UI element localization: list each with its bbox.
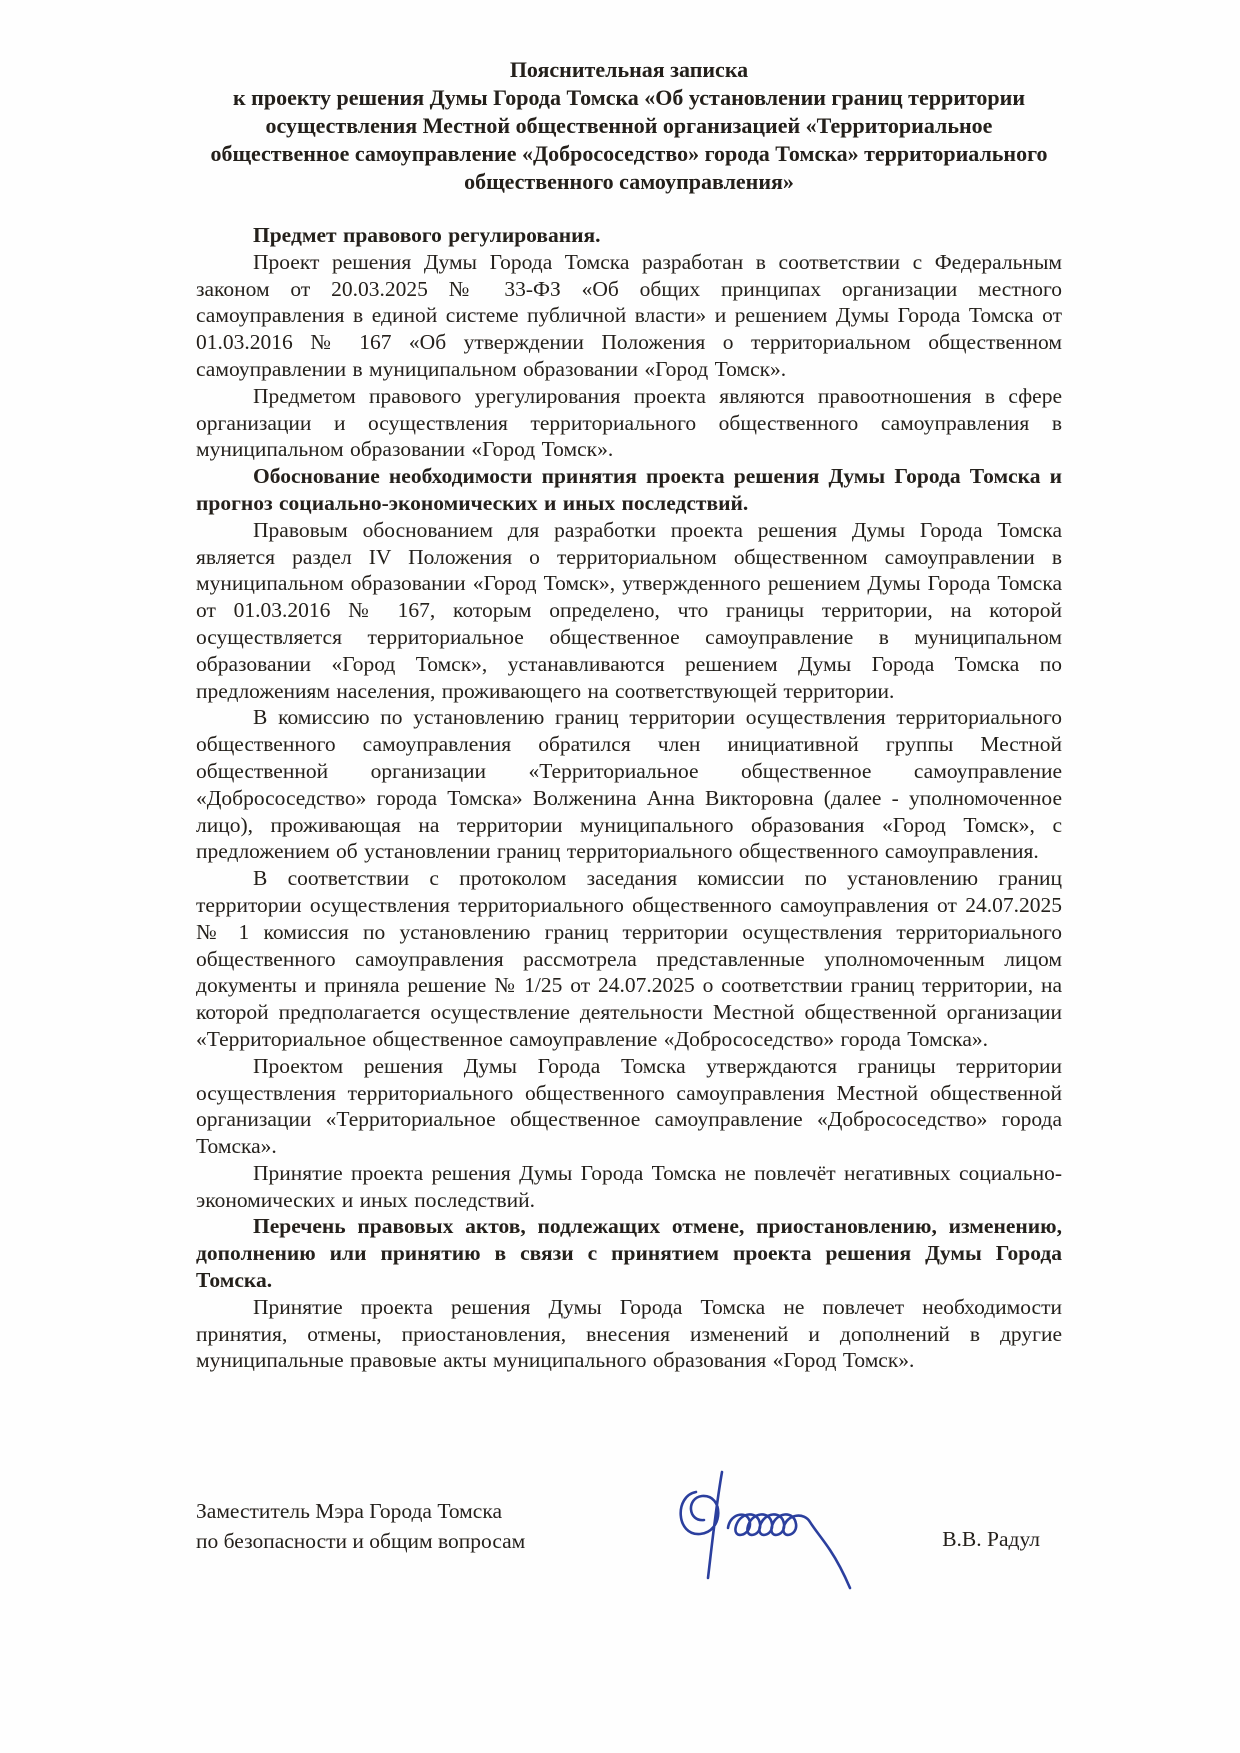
paragraph: Принятие проекта решения Думы Города Томска не повлечет необходимости принятия, отмены, приостановления, внесения изменений и дополнений в другие муниципальные правовые акты муниципального образования «Город Томск». (196, 1294, 1062, 1373)
signatory-position-line2: по безопасности и общим вопросам (196, 1529, 526, 1554)
paragraph: В комиссию по установлению границ территории осуществления территориального общественного самоуправления обратился член инициативной группы Местной общественной организации «Территориальное общественное самоуправление «Добрососедство» города Томска» Волженина Анна Викторовна (далее - уполномоченное лицо), проживающая на территории муниципального образования «Город Томск», с предложением об установлении границ территориального общественного самоуправления. (196, 705, 1062, 864)
section-heading-acts-list: Перечень правовых актов, подлежащих отмене, приостановлению, изменению, дополнению или принятию в связи с принятием проекта решения Думы Города Томска. (196, 1214, 1062, 1293)
paragraph: Проект решения Думы Города Томска разработан в соответствии с Федеральным законом от 20.03.2025 № 33-ФЗ «Об общих принципах организации местного самоуправления в единой системе публичной власти» и решением Думы Города Томска от 01.03.2016 № 167 «Об утверждении Положения о территориальном общественном самоуправлении в муниципальном образовании «Город Томск». (196, 249, 1062, 381)
section-heading-justification: Обоснование необходимости принятия проекта решения Думы Города Томска и прогноз социально-экономических и иных последствий. (196, 464, 1062, 515)
handwritten-signature-icon (666, 1458, 926, 1608)
signature-stroke (681, 1472, 850, 1588)
document-title (196, 56, 1062, 196)
document-content (196, 56, 1062, 1676)
signatory-name: В.В. Радул (942, 1527, 1040, 1552)
paragraph: В соответствии с протоколом заседания комиссии по установлению границ территории осуществления территориального общественного самоуправления от 24.07.2025 № 1 комиссия по установлению границ территории осуществления территориального общественного самоуправления рассмотрела представленные уполномоченным лицом документы и приняла решение № 1/25 от 24.07.2025 о соответствии границ территории, на которой предполагается осуществление деятельности Местной общественной организации «Территориальное общественное самоуправление «Добрососедство» города Томска». (196, 866, 1062, 1051)
document-title-subject: к проекту решения Думы Города Томска «Об установлении границ территории осуществления Местной общественной организацией «Территориальное общественное самоуправление «Добрососедство» города Томска» территориального общественного самоуправления» (210, 85, 1048, 194)
paragraph: Проектом решения Думы Города Томска утверждаются границы территории осуществления территориального общественного самоуправления Местной общественной организации «Территориальное общественное самоуправление «Добрососедство» города Томска». (196, 1053, 1062, 1159)
document-title-line1: Пояснительная записка (509, 57, 749, 82)
signatory-position (196, 1496, 525, 1556)
section-heading-legal-subject: Предмет правового регулирования. (253, 223, 601, 247)
signature-block (196, 1486, 1062, 1676)
paragraph: Правовым обоснованием для разработки проекта решения Думы Города Томска является раздел IV Положения о территориальном общественном самоуправлении в муниципальном образовании «Город Томск», утвержденного решением Думы Города Томска от 01.03.2016 № 167, которым определено, что границы территории, на которой осуществляется территориальное общественное самоуправление в муниципальном образовании «Город Томск», устанавливаются решением Думы Города Томска по предложениям населения, проживающего на соответствующей территории. (196, 517, 1062, 703)
paragraph: Принятие проекта решения Думы Города Томска не повлечёт негативных социально-экономических и иных последствий. (196, 1160, 1062, 1212)
signatory-position-line1: Заместитель Мэра Города Томска (196, 1499, 502, 1524)
paragraph: Предметом правового урегулирования проекта являются правоотношения в сфере организации и осуществления территориального общественного самоуправления в муниципальном образовании «Город Томск». (196, 383, 1062, 462)
